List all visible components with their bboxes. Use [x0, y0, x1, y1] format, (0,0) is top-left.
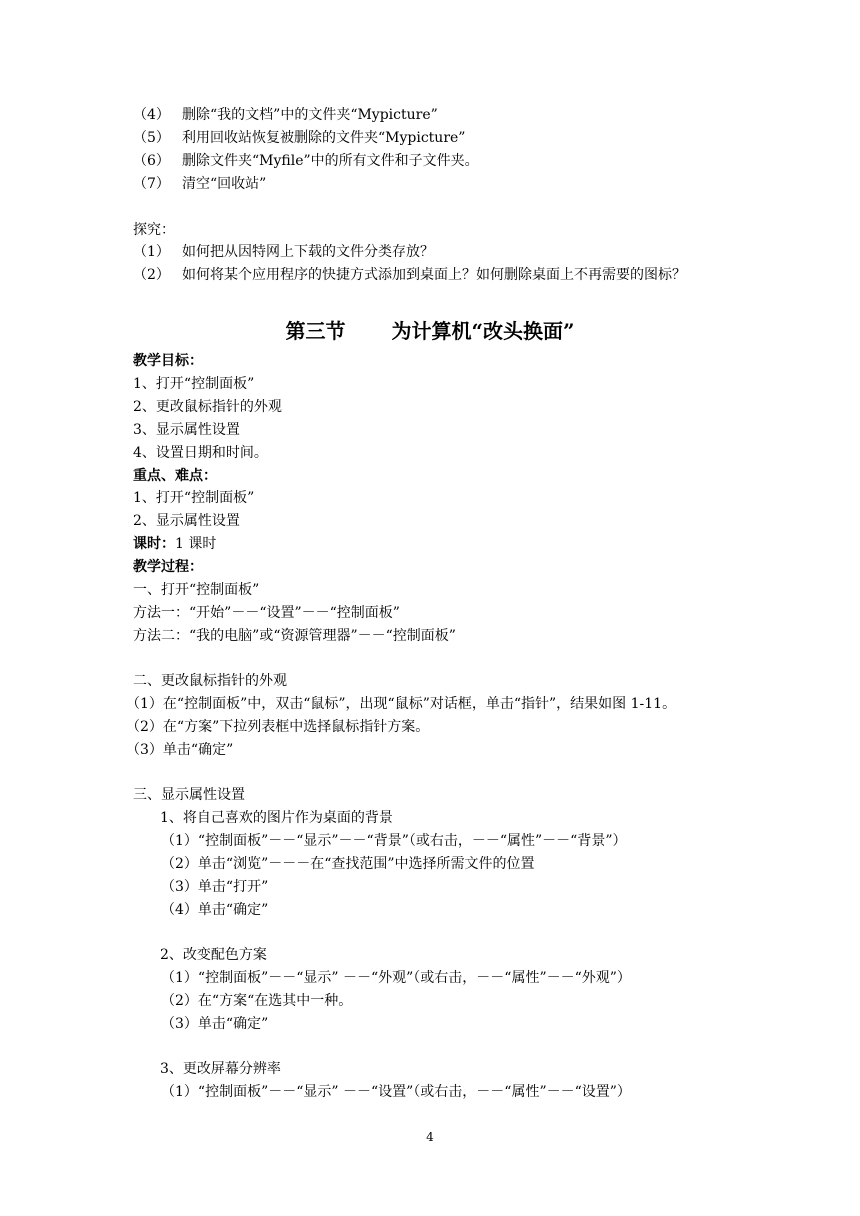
goals-heading: 教学目标： — [133, 353, 203, 369]
list-item — [0, 175, 860, 193]
sub-line: （4）单击“确定” — [161, 902, 269, 918]
sub-line: （3）单击“确定” — [161, 1016, 269, 1032]
item-number: （1） — [133, 244, 170, 260]
hours-label: 课时： — [133, 536, 175, 552]
part-title: 二、更改鼠标指针的外观 — [133, 673, 287, 689]
item-text: 删除文件夹“Myfile”中的所有文件和子文件夹。 — [182, 153, 479, 169]
item-number: （5） — [133, 130, 170, 146]
sub-line: （1）“控制面板”－－“显示” －－“设置”（或右击，－－“属性”－－“设置”） — [161, 1084, 631, 1100]
section-heading: 为计算机“改头换面” — [391, 319, 575, 343]
item-text: 利用回收站恢复被删除的文件夹“Mypicture” — [182, 130, 466, 146]
goal-item: 3、显示属性设置 — [133, 422, 240, 438]
item-number: （4） — [133, 107, 170, 123]
page-number: 4 — [426, 1130, 434, 1144]
sub-title: 1、将自己喜欢的图片作为桌面的背景 — [160, 810, 393, 826]
item-number: （2） — [133, 267, 170, 283]
sub-line: （1）“控制面板”－－“显示” －－“外观”（或右击，－－“属性”－－“外观”） — [161, 970, 631, 986]
focus-item: 2、显示属性设置 — [133, 513, 240, 529]
goal-item: 1、打开“控制面板” — [133, 376, 255, 392]
sub-title: 3、更改屏幕分辨率 — [160, 1061, 281, 1077]
part-line: 方法二：“我的电脑”或“资源管理器”－－“控制面板” — [133, 628, 456, 644]
sub-line: （2）单击“浏览”－－－在“查找范围”中选择所需文件的位置 — [161, 856, 535, 872]
focus-item: 1、打开“控制面板” — [133, 490, 255, 506]
list-item — [0, 106, 860, 124]
item-number: （6） — [133, 153, 170, 169]
sub-title: 2、改变配色方案 — [160, 947, 267, 963]
sub-line: （3）单击“打开” — [161, 879, 269, 895]
part-title: 一、打开“控制面板” — [133, 582, 260, 598]
item-number: （7） — [133, 176, 170, 192]
item-text: 清空“回收站” — [182, 176, 267, 192]
hours-value: 1 课时 — [175, 536, 217, 552]
explore-heading: 探究： — [133, 222, 175, 238]
section-title — [0, 318, 860, 344]
list-item — [0, 266, 860, 284]
part-line: （3）单击“确定” — [126, 742, 234, 758]
focus-heading: 重点、难点： — [133, 468, 217, 484]
list-item — [0, 129, 860, 147]
class-hours — [133, 535, 216, 553]
goal-item: 2、更改鼠标指针的外观 — [133, 399, 282, 415]
list-item — [0, 152, 860, 170]
part-line: 方法一：“开始”－－“设置”－－“控制面板” — [133, 605, 400, 621]
sub-line: （1）“控制面板”－－“显示”－－“背景”（或右击，－－“属性”－－“背景”） — [161, 833, 627, 849]
part-line: （1）在“控制面板”中，双击“鼠标”，出现“鼠标”对话框，单击“指针”，结果如图 1-11。 — [126, 696, 677, 712]
item-text: 如何把从因特网上下载的文件分类存放？ — [182, 244, 434, 260]
section-number: 第三节 — [285, 319, 346, 343]
item-text: 删除“我的文档”中的文件夹“Mypicture” — [182, 107, 438, 123]
list-item — [0, 243, 860, 261]
item-text: 如何将某个应用程序的快捷方式添加到桌面上？如何删除桌面上不再需要的图标？ — [182, 267, 686, 283]
part-title: 三、显示属性设置 — [133, 787, 245, 803]
process-heading: 教学过程： — [133, 559, 203, 575]
sub-line: （2）在“方案“在选其中一种。 — [161, 993, 353, 1009]
part-line: （2）在“方案”下拉列表框中选择鼠标指针方案。 — [126, 719, 430, 735]
goal-item: 4、设置日期和时间。 — [133, 445, 268, 461]
